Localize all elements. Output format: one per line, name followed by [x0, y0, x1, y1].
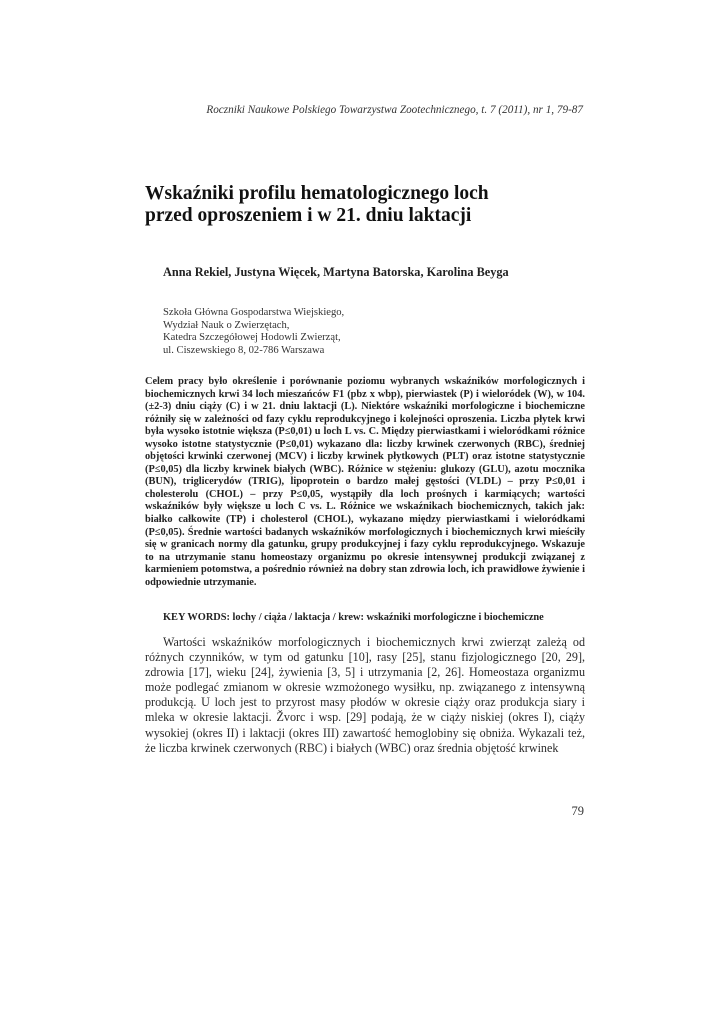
abstract: Celem pracy było określenie i porównanie poziomu wybranych wskaźników morfologicznych i biochemicznych krwi 34 loch mieszańców F1 (pbz x wbp), pierwiastek (P) i wieloródek (W), w 104. (±2-3) dniu ciąży (C) i w 21. dniu laktacji (L). Niektóre wskaźniki morfologiczne i biochemiczne różniły się w zależności od fazy cyklu reprodukcyjnego i kolejności oproszenia. Liczba płytek krwi była wysoko istotnie większa (P≤0,01) u loch L vs. C. Między pierwiastkami i wieloródkami różnice wysoko istotne statystycznie (P≤0,01) wykazano dla: liczby krwinek czerwonych (RBC), średniej objętości krwinki czerwonej (MCV) i liczby krwinek płytkowych (PLT) oraz istotne statystycznie (P≤0,05) dla liczby krwinek białych (WBC). Różnice w stężeniu: glukozy (GLU), azotu mocznika (BUN), triglicerydów (TRIG), lipoprotein o bardzo małej gęstości (VLDL) – przy P≤0,01 i cholesterolu (CHOL) – przy P≤0,05, wystąpiły dla loch prośnych i karmiących; wartości wskaźników były większe u loch C vs. L. Różnice we wskaźnikach biochemicznych, takich jak: białko całkowite (TP) i cholesterol (CHOL), wykazano między pierwiastkami i wieloródkami (P≤0,05). Średnie wartości badanych wskaźników morfologicznych i biochemicznych krwi mieściły się w granicach normy dla gatunku, grupy produkcyjnej i fazy cyklu reprodukcyjnego. Wskazuje to na utrzymanie stanu homeostazy organizmu po okresie intensywnej produkcji związanej z karmieniem potomstwa, a pośrednio również na dobry stan zdrowia loch, ich prawidłowe żywienie i odpowiednie utrzymanie. [145, 376, 585, 588]
article-title [145, 183, 595, 227]
author-list: Anna Rekiel, Justyna Więcek, Martyna Batorska, Karolina Beyga [163, 265, 509, 279]
affiliation-line: Wydział Nauk o Zwierzętach, [163, 319, 290, 331]
page-number: 79 [571, 804, 584, 818]
affiliation-block [163, 307, 344, 357]
affiliation-line: Szkoła Główna Gospodarstwa Wiejskiego, [163, 307, 345, 318]
body-paragraph: Wartości wskaźników morfologicznych i biochemicznych krwi zwierząt zależą od różnych czynników, w tym od gatunku [10], rasy [25], stanu fizjologicznego [20, 29], zdrowia [17], wieku [24], żywienia [3, 5] i utrzymania [2, 26]. Homeostaza organizmu może podlegać zmianom w okresie wzmożonego wysiłku, np. związanego z intensywną produkcją. U loch jest to przyrost masy płodów w okresie ciąży oraz produkcja siary i mleka w okresie laktacji. Žvorc i wsp. [29] podają, że w ciąży niskiej (okres I), ciąży wysokiej (okres II) i laktacji (okres III) zawartość hemoglobiny się obniża. Wykazali też, że liczba krwinek czerwonych (RBC) i białych (WBC) oraz średnia objętość krwinek [145, 635, 585, 755]
affiliation-line: ul. Ciszewskiego 8, 02-786 Warszawa [163, 344, 325, 356]
title-line: Wskaźniki profilu hematologicznego loch [145, 183, 489, 204]
running-head: Roczniki Naukowe Polskiego Towarzystwa Zootechnicznego, t. 7 (2011), nr 1, 79-87 [206, 104, 583, 116]
title-line: przed oproszeniem i w 21. dniu laktacji [145, 205, 472, 226]
affiliation-line: Katedra Szczegółowej Hodowli Zwierząt, [163, 332, 341, 344]
keywords: KEY WORDS: lochy / ciąża / laktacja / krew: wskaźniki morfologiczne i biochemiczne [163, 612, 544, 623]
